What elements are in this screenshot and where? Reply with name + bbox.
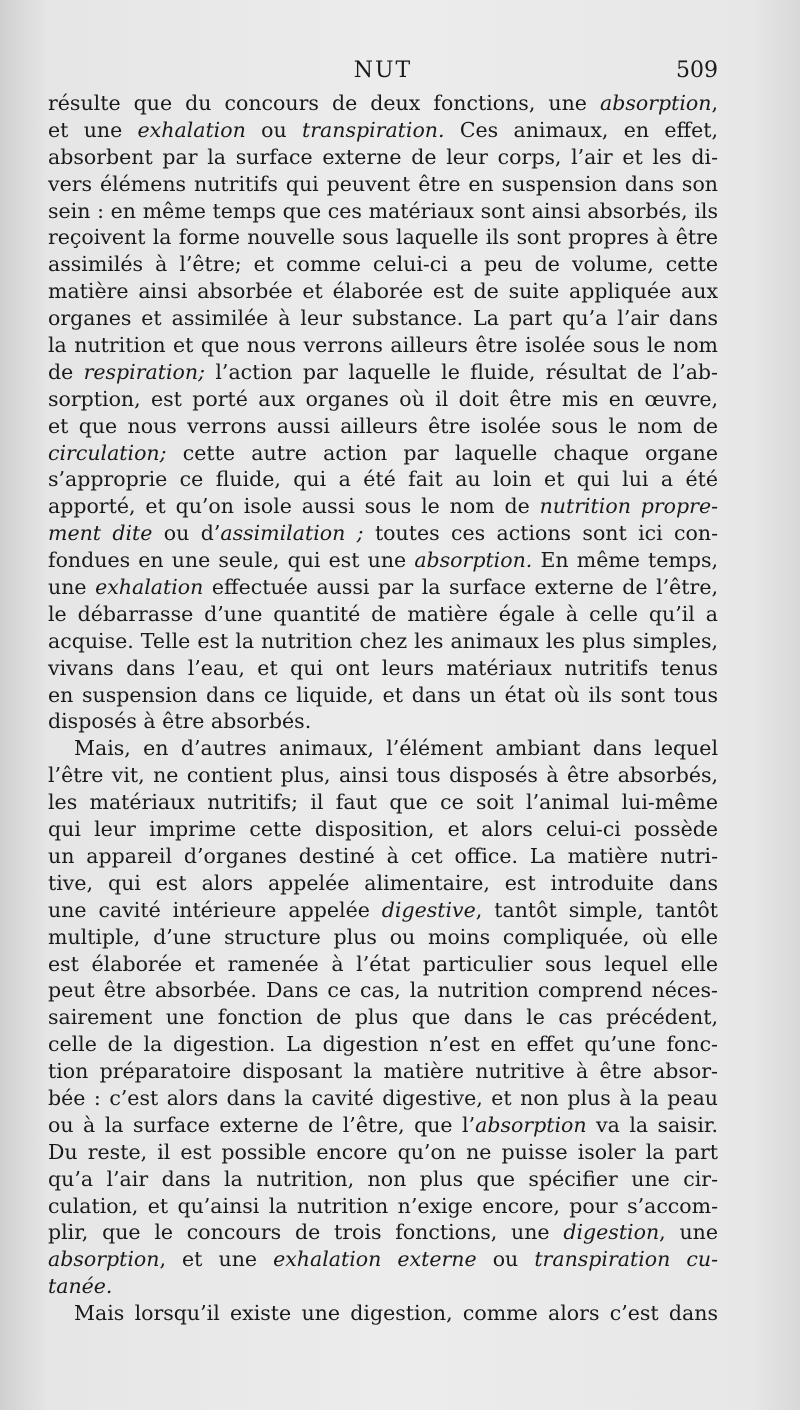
- text-line: [48, 413, 718, 440]
- italic-run: absorption: [475, 1112, 587, 1137]
- text-line: [48, 305, 718, 332]
- text-run: organes et assimilée à leur substance. La part qu’a l’air dans: [48, 306, 718, 331]
- text-line: [48, 1300, 718, 1327]
- text-run: En même temps,: [532, 548, 718, 573]
- italic-run: digestive: [381, 897, 476, 922]
- text-line: [48, 1085, 718, 1112]
- text-run: ou à la surface externe de l’être, que l’: [48, 1112, 476, 1137]
- text-run: le débarrasse d’une quantité de matière égale à celle qu’il a: [48, 601, 718, 626]
- text-line: [48, 762, 718, 789]
- text-run: tion préparatoire disposant la matière nutritive à être absor-: [48, 1059, 718, 1084]
- text-run: une: [48, 575, 96, 600]
- text-line: [48, 924, 718, 951]
- text-run: ,: [711, 91, 718, 115]
- text-line: [48, 117, 718, 144]
- text-line: [48, 520, 718, 547]
- text-run: cette autre action par laquelle chaque organe: [166, 440, 718, 465]
- text-line: [48, 816, 718, 843]
- text-run: en suspension dans ce liquide, et dans un état où ils sont tous: [48, 682, 718, 707]
- text-run: ou: [245, 117, 302, 142]
- italic-run: transpiration.: [301, 117, 445, 142]
- text-line: [48, 332, 718, 359]
- text-run: et que nous verrons aussi ailleurs être isolée sous le nom de: [48, 413, 718, 438]
- text-run: , une: [659, 1220, 718, 1245]
- text-line: [48, 1166, 718, 1193]
- italic-run: exhalation: [95, 575, 204, 600]
- text-run: les matériaux nutritifs; il faut que ce soit l’animal lui-même: [48, 790, 718, 815]
- italic-run: transpiration cu-: [534, 1247, 719, 1272]
- text-run: vers élémens nutritifs qui peuvent être en suspension dans son: [48, 171, 718, 196]
- text-line: [48, 90, 718, 117]
- text-run: absorbent par la surface externe de leur corps, l’air et les di-: [48, 144, 718, 169]
- text-line: [48, 870, 718, 897]
- text-line: [48, 951, 718, 978]
- text-run: est élaborée et ramenée à l’état particulier sous lequel elle: [48, 951, 718, 976]
- text-run: l’action par laquelle le fluide, résultat de l’ab-: [205, 359, 718, 384]
- text-run: , et une: [159, 1247, 274, 1272]
- text-run: peut être absorbée. Dans ce cas, la nutrition comprend néces-: [48, 978, 718, 1003]
- text-line: [48, 493, 718, 520]
- text-run: un appareil d’organes destiné à cet office. La matière nutri-: [48, 843, 718, 868]
- text-run: celle de la digestion. La digestion n’est en effet qu’une fonc-: [48, 1032, 718, 1057]
- text-run: culation, et qu’ainsi la nutrition n’exige encore, pour s’accom-: [48, 1193, 718, 1218]
- text-line: [48, 386, 718, 413]
- text-line: [48, 628, 718, 655]
- running-head: NUT: [353, 58, 413, 83]
- text-run: sorption, est porté aux organes où il doit être mis en œuvre,: [48, 386, 718, 411]
- text-line: [48, 708, 718, 735]
- text-line: [48, 789, 718, 816]
- text-run: vivans dans l’eau, et qui ont leurs matériaux nutritifs tenus: [48, 655, 718, 680]
- text-run: va la saisir.: [586, 1112, 718, 1137]
- text-line: [48, 1031, 718, 1058]
- italic-run: absorption.: [414, 548, 533, 573]
- text-run: qu’a l’air dans la nutrition, non plus que spécifier une cir-: [48, 1166, 718, 1191]
- italic-run: assimilation ;: [220, 521, 364, 546]
- text-run: sairement une fonction de plus que dans le cas précédent,: [48, 1005, 718, 1030]
- text-line: [48, 843, 718, 870]
- italic-run: absorption: [600, 91, 712, 115]
- text-run: multiple, d’une structure plus ou moins compliquée, où elle: [48, 924, 718, 949]
- italic-run: circulation;: [48, 440, 167, 465]
- italic-run: absorption: [48, 1247, 160, 1272]
- text-run: résulte que du concours de deux fonctions, une: [48, 91, 600, 115]
- page-number: 509: [676, 58, 718, 83]
- text-run: sein : en même temps que ces matériaux sont ainsi absorbés, ils: [48, 198, 718, 223]
- text-line: [48, 359, 718, 386]
- text-run: effectuée aussi par la surface externe de l’être,: [203, 575, 718, 600]
- italic-run: exhalation externe: [273, 1247, 477, 1272]
- body-text: [48, 90, 718, 1327]
- text-run: plir, que le concours de trois fonctions, une: [48, 1220, 564, 1245]
- text-run: toutes ces actions sont ici con-: [363, 521, 719, 546]
- text-line: [48, 440, 718, 467]
- italic-run: exhalation: [137, 117, 246, 142]
- text-line: [48, 1139, 718, 1166]
- text-run: qui leur imprime cette disposition, et alors celui-ci possède: [48, 817, 718, 842]
- text-run: s’approprie ce fluide, qui a été fait au loin et qui lui a été: [48, 467, 718, 492]
- text-run: Mais lorsqu’il existe une digestion, comme alors c’est dans: [74, 1301, 718, 1326]
- text-run: ou d’: [152, 521, 221, 546]
- text-line: [48, 655, 718, 682]
- text-run: une cavité intérieure appelée: [48, 897, 382, 922]
- text-run: ou: [476, 1247, 535, 1272]
- text-line: [48, 171, 718, 198]
- text-run: disposés à être absorbés.: [48, 709, 312, 734]
- text-run: la nutrition et que nous verrons ailleurs être isolée sous le nom: [48, 333, 718, 358]
- text-line: [48, 1193, 718, 1220]
- text-line: [48, 547, 718, 574]
- italic-run: respiration;: [83, 359, 206, 384]
- text-run: Du reste, il est possible encore qu’on ne puisse isoler la part: [48, 1139, 718, 1164]
- text-line: [48, 144, 718, 171]
- text-line: [48, 1273, 718, 1300]
- text-line: [48, 1058, 718, 1085]
- text-run: et une: [48, 117, 138, 142]
- text-line: [48, 1112, 718, 1139]
- text-run: , tantôt simple, tantôt: [475, 897, 718, 922]
- italic-run: tanée.: [48, 1274, 113, 1299]
- text-line: [48, 574, 718, 601]
- text-line: [48, 1004, 718, 1031]
- text-line: [48, 735, 718, 762]
- text-run: Ces animaux, en effet,: [444, 117, 718, 142]
- text-run: acquise. Telle est la nutrition chez les animaux les plus simples,: [48, 628, 718, 653]
- italic-run: ment dite: [48, 521, 153, 546]
- text-run: l’être vit, ne contient plus, ainsi tous disposés à être absorbés,: [48, 763, 718, 788]
- text-line: [48, 1219, 718, 1246]
- text-run: de: [48, 359, 84, 384]
- text-run: tive, qui est alors appelée alimentaire, est introduite dans: [48, 870, 718, 895]
- text-run: Mais, en d’autres animaux, l’élément ambiant dans lequel: [74, 736, 718, 761]
- text-run: apporté, et qu’on isole aussi sous le nom de: [48, 494, 540, 519]
- page-header: [48, 58, 718, 90]
- text-line: [48, 682, 718, 709]
- italic-run: nutrition propre-: [539, 494, 718, 519]
- text-line: [48, 466, 718, 493]
- text-run: reçoivent la forme nouvelle sous laquelle ils sont propres à être: [48, 225, 718, 250]
- text-line: [48, 198, 718, 225]
- italic-run: digestion: [563, 1220, 660, 1245]
- text-line: [48, 897, 718, 924]
- text-run: fondues en une seule, qui est une: [48, 548, 415, 573]
- text-run: assimilés à l’être; et comme celui-ci a peu de volume, cette: [48, 252, 718, 277]
- text-line: [48, 251, 718, 278]
- text-line: [48, 224, 718, 251]
- text-line: [48, 977, 718, 1004]
- text-line: [48, 278, 718, 305]
- text-run: matière ainsi absorbée et élaborée est de suite appliquée aux: [48, 279, 718, 304]
- text-run: bée : c’est alors dans la cavité digestive, et non plus à la peau: [48, 1085, 718, 1110]
- text-line: [48, 601, 718, 628]
- text-line: [48, 1246, 718, 1273]
